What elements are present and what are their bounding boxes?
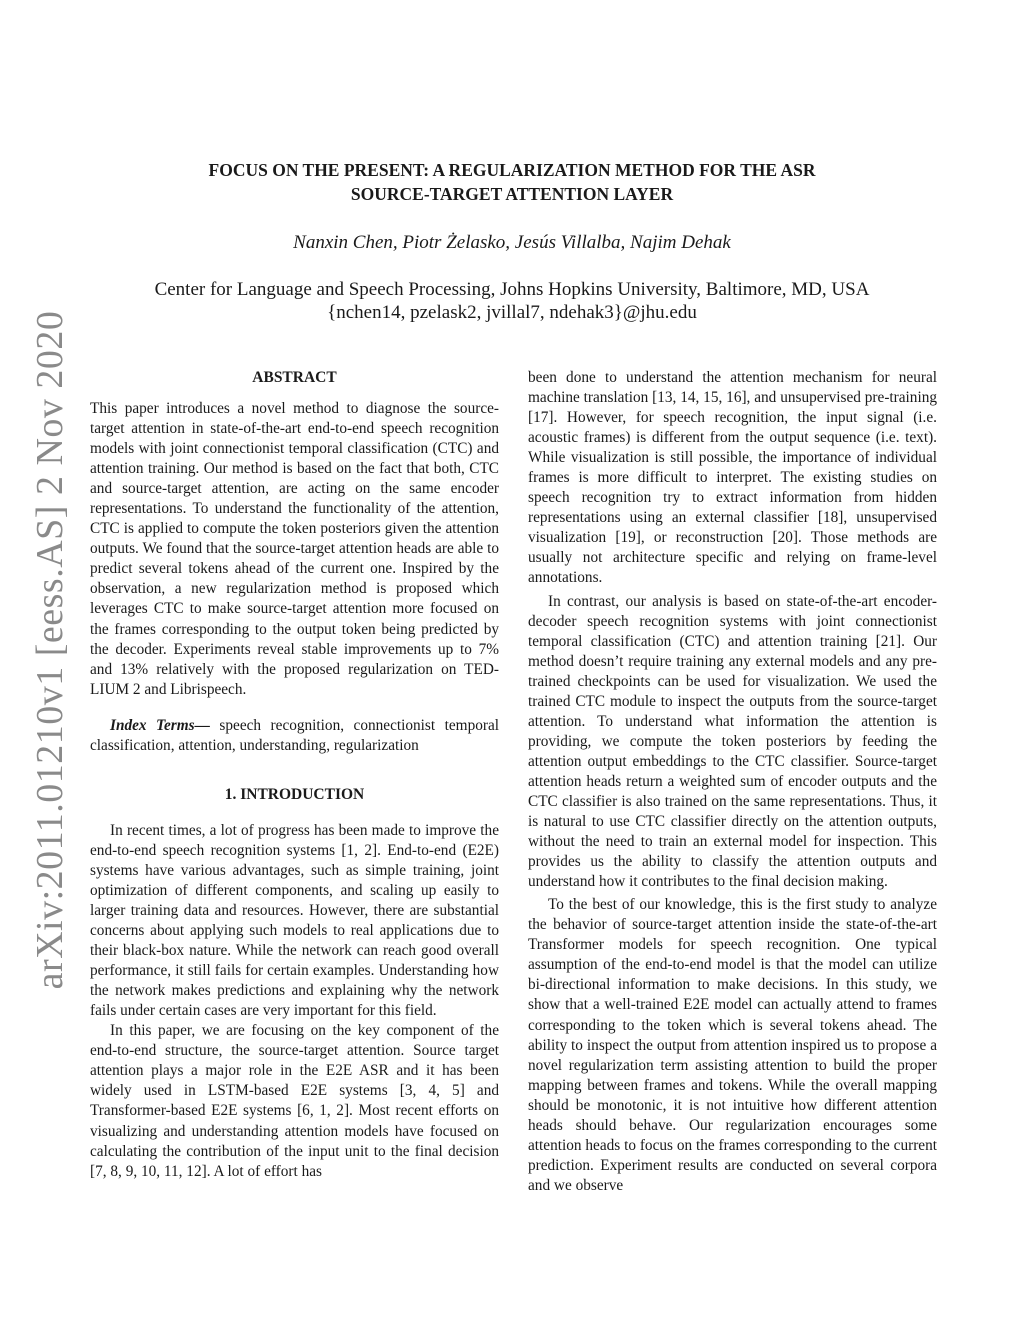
author-emails: {nchen14, pzelask2, jvillal7, ndehak3}@jhu.edu	[327, 302, 697, 323]
intro-paragraph-1: In recent times, a lot of progress has been made to improve the end-to-end speech recognition systems [1, 2]. End-to-end (E2E) systems have various advantages, such as simple training, joint optimization of different components, and scaling up easily to larger training data and resources. However, there are substantial concerns about applying such models to real applications due to their black-box nature. While the network can reach good overall performance, it still fails for certain examples. Understanding how the network makes predictions and explaining why the network fails under certain cases are very important for this field.	[90, 821, 499, 1020]
abstract-heading: ABSTRACT	[252, 369, 337, 386]
title-line-2: SOURCE-TARGET ATTENTION LAYER	[350, 184, 674, 204]
intro-paragraph-5: To the best of our knowledge, this is the first study to analyze the behavior of source-target attention inside the state-of-the-art Transformer models for speech recognition. One typical assumption of the end-to-end model is that the model can utilize bi-directional information to make decisions. In this study, we show that a well-trained E2E model can actually attend to frames corresponding to the token which is several tokens ahead. The ability to inspect the output from attention inspired us to propose a novel regularization term assisting attention to build the proper mapping between frames and tokens. While the overall mapping should be monotonic, it is not intuitive how different attention heads should behave. Our regularization encourages some attention heads to focus on the frames corresponding to the current prediction. Experiment results are conducted on several corpora and we observe	[528, 896, 937, 1194]
right-column	[528, 368, 937, 1196]
abstract-text: This paper introduces a novel method to diagnose the source-target attention in state-of-the-art end-to-end speech recognition models with joint connectionist temporal classification (CTC) and attention training. Our method is based on the fact that both, CTC and source-target attention, are acting on the same encoder representations. To understand the functionality of the attention, CTC is applied to compute the token posteriors given the attention outputs. We found that the source-target attention heads are able to predict several tokens ahead of the current one. Inspired by the observation, a new regularization method is proposed which leverages CTC to make source-target attention more focused on the frames corresponding to the output token being predicted by the decoder. Experiments reveal stable improvements up to 7% and 13% relatively with the proposed regularization on TED-LIUM 2 and Librispeech.	[90, 400, 499, 698]
index-terms-text: speech recognition, connectionist temporal classification, attention, understanding, regularization	[90, 716, 500, 754]
introduction-heading: 1. INTRODUCTION	[224, 785, 365, 803]
index-terms	[90, 716, 499, 756]
intro-paragraph-3: been done to understand the attention mechanism for neural machine translation [13, 14, 15, 16], and unsupervised pre-training [17]. However, for speech recognition, the input signal (i.e. acoustic frames) is different from the output sequence (i.e. text). While visualization is still possible, the importance of individual frames is more difficult to interpret. The existing studies on speech recognition try to extract information from hidden representations using an external classifier [18], unsupervised visualization [19], or reconstruction [20]. Those methods are usually not architecture specific and relying on frame-level annotations.	[528, 369, 937, 587]
arxiv-identifier: arXiv:2011.01210v1 [eess.AS] 2 Nov 2020	[29, 310, 71, 990]
affiliation: Center for Language and Speech Processing, Johns Hopkins University, Baltimore, MD, USA	[154, 279, 870, 300]
author-list: Nanxin Chen, Piotr Żelasko, Jesús Villalba, Najim Dehak	[293, 232, 731, 253]
title-line-1: FOCUS ON THE PRESENT: A REGULARIZATION METHOD FOR THE ASR	[208, 160, 816, 180]
paper-title	[120, 158, 904, 206]
intro-paragraph-2: In this paper, we are focusing on the key component of the end-to-end structure, the source-target attention. Source target attention plays a major role in the E2E ASR and it has been widely used in LSTM-based E2E systems [3, 4, 5] and Transformer-based E2E systems [6, 1, 2]. Most recent efforts on visualizing and understanding attention models have focused on calculating the contribution of the input unit to the final decision [7, 8, 9, 10, 11, 12]. A lot of effort has	[90, 1022, 499, 1180]
left-column	[90, 368, 499, 1182]
index-terms-label: Index Terms—	[110, 716, 210, 734]
intro-paragraph-4: In contrast, our analysis is based on state-of-the-art encoder-decoder speech recognition systems with joint connectionist temporal classification (CTC) and attention training [21]. Our method doesn’t require training any external models and any pre-trained checkpoints can be used for visualization. We used the trained CTC module to inspect the outputs from the source-target attention. To understand what information the attention is providing, we compute the token posteriors by feeding the attention output embeddings to the CTC classifier. Source-target attention heads return a weighted sum of encoder outputs and the CTC classifier is also trained on the same representations. Thus, it is natural to use CTC classifier directly on the attention outputs, without the need to train an external model for inspection. This provides us the ability to classify the attention outputs and understand how it contributes to the final decision making.	[528, 592, 937, 891]
